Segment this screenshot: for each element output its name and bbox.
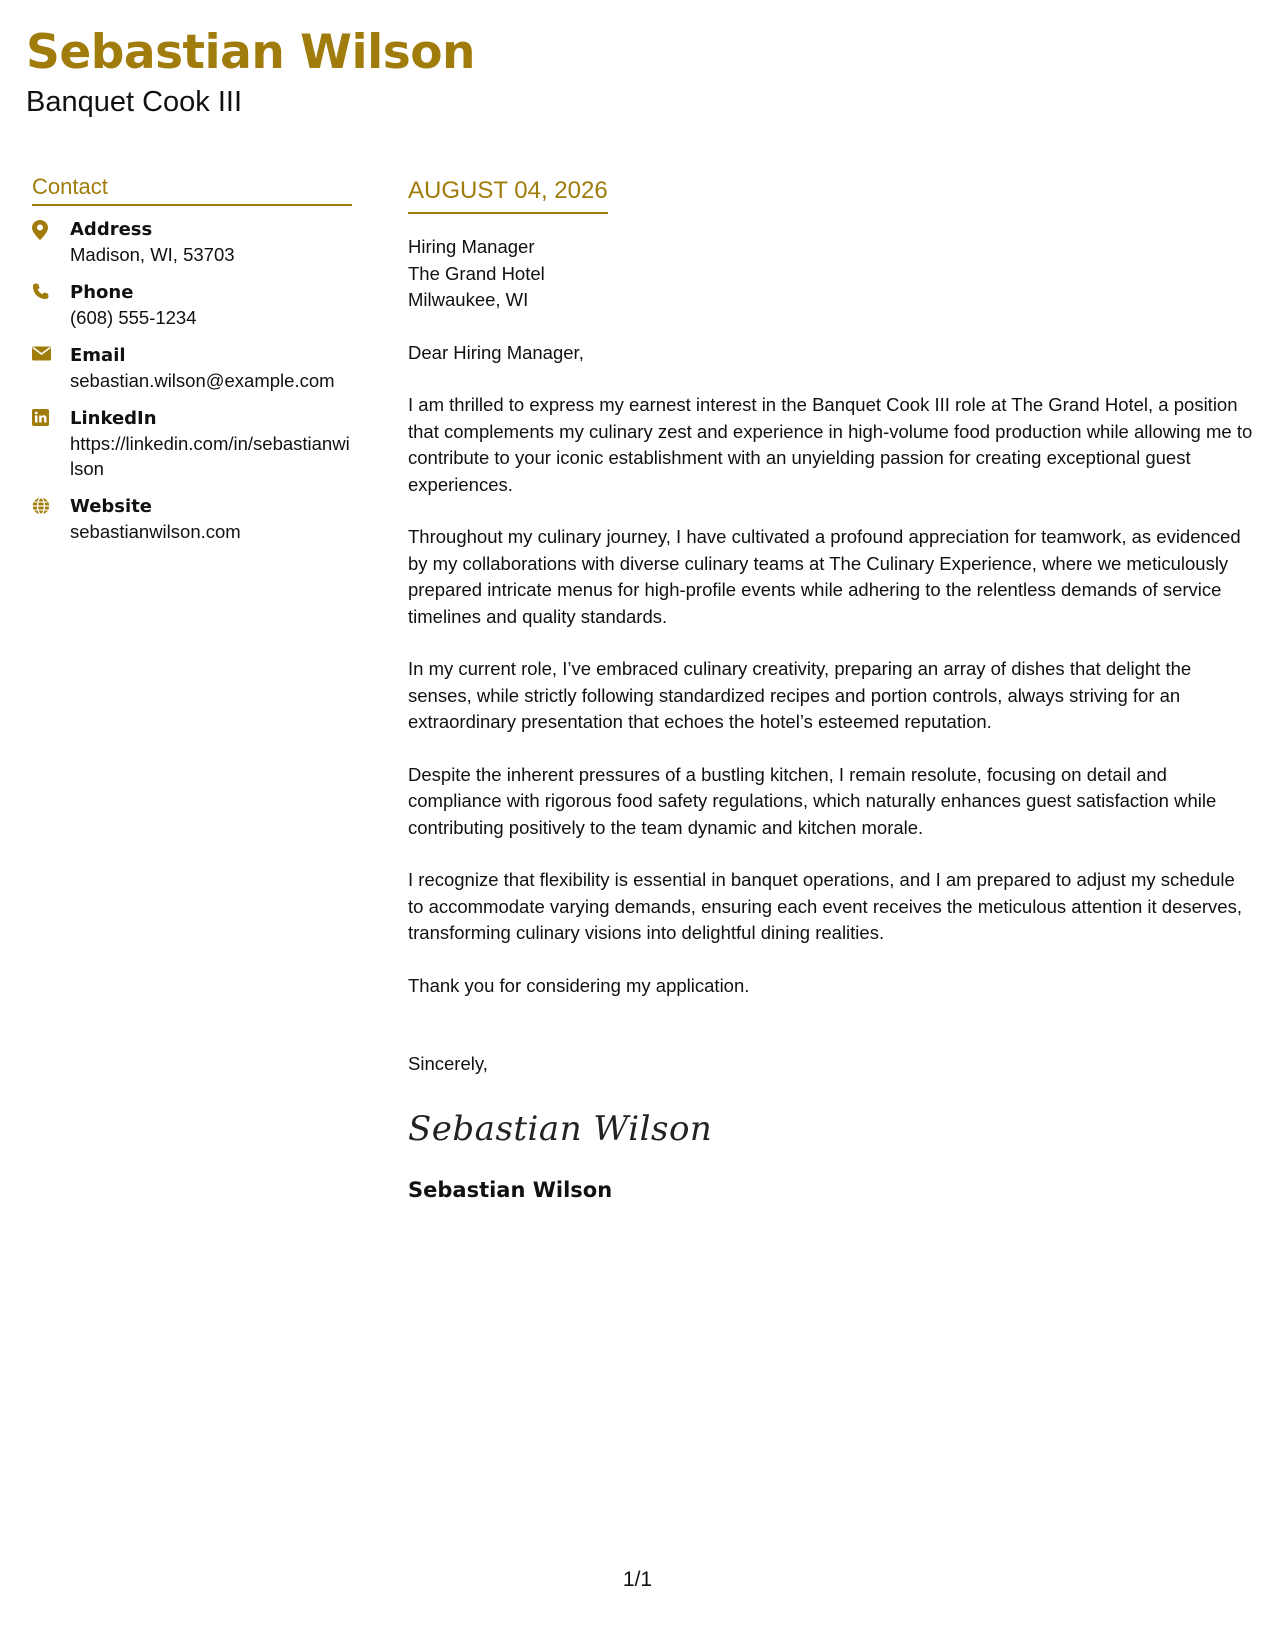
contact-item-address (32, 217, 352, 267)
website-value[interactable]: sebastianwilson.com (70, 521, 241, 542)
letter-paragraph: In my current role, I’ve embraced culinary creativity, preparing an array of dishes that delight the senses, while strictly following standardized recipes and portion controls, always striving for an extraordinary presentation that echoes the hotel’s esteemed reputation. (408, 658, 1192, 732)
signature-text: Sebastian Wilson (408, 1108, 713, 1149)
letter-date: AUGUST 04, 2026 (408, 176, 608, 214)
recipient-line: Hiring Manager (408, 236, 535, 257)
linkedin-value[interactable]: https://linkedin.com/in/sebastianwilson (70, 433, 350, 479)
phone-icon (32, 280, 70, 301)
recipient-line: The Grand Hotel (408, 262, 545, 284)
resume-header (26, 22, 475, 120)
contact-item-phone (32, 280, 352, 330)
letter-closing: Sincerely, (408, 1053, 488, 1074)
contact-item-email (32, 343, 352, 393)
phone-value: (608) 555-1234 (70, 307, 197, 328)
contact-section-title: Contact (32, 174, 352, 206)
contact-sidebar (32, 174, 352, 557)
linkedin-label: LinkedIn (70, 408, 157, 429)
letter-paragraph: Thank you for considering my application. (408, 974, 750, 996)
contact-item-linkedin (32, 406, 352, 481)
contact-item-website (32, 494, 352, 544)
recipient-block (408, 234, 1253, 314)
globe-icon (32, 494, 70, 515)
phone-label: Phone (70, 282, 134, 303)
signer-name: Sebastian Wilson (408, 1177, 613, 1202)
cover-letter-body (408, 176, 1253, 1204)
address-value: Madison, WI, 53703 (70, 244, 235, 265)
letter-paragraph: I am thrilled to express my earnest interest in the Banquet Cook III role at The Grand Hotel, a position that complements my culinary zest and experience in high-volume food production while allowing me to contribute to your iconic establishment with an unyielding passion for creating exceptional guest experiences. (408, 394, 1253, 495)
letter-paragraph: Throughout my culinary journey, I have cultivated a profound appreciation for teamwork, as evidenced by my collaborations with diverse culinary teams at The Culinary Experience, where we meticulously prepared intricate menus for high-profile events while adhering to the relentless demands of service timelines and quality standards. (408, 526, 1241, 627)
applicant-name: Sebastian Wilson (26, 25, 475, 80)
email-value[interactable]: sebastian.wilson@example.com (70, 370, 335, 391)
letter-paragraph: Despite the inherent pressures of a bustling kitchen, I remain resolute, focusing on detail and compliance with rigorous food safety regulations, which naturally enhances guest satisfaction while contributing positively to the team dynamic and kitchen morale. (408, 763, 1217, 838)
envelope-icon (32, 343, 70, 361)
letter-paragraph: I recognize that flexibility is essential in banquet operations, and I am prepared to adjust my schedule to accommodate varying demands, ensuring each event receives the meticulous attention it deserves, transforming culinary visions into delightful dining realities. (408, 869, 1242, 943)
handwritten-signature (408, 1104, 1253, 1166)
recipient-line: Milwaukee, WI (408, 289, 529, 310)
location-pin-icon (32, 217, 70, 240)
linkedin-icon (32, 406, 70, 426)
letter-greeting: Dear Hiring Manager, (408, 341, 584, 363)
address-label: Address (70, 219, 153, 240)
job-title: Banquet Cook III (26, 86, 243, 118)
email-label: Email (70, 345, 126, 366)
website-label: Website (70, 496, 153, 517)
page-number: 1/1 (622, 1568, 653, 1591)
